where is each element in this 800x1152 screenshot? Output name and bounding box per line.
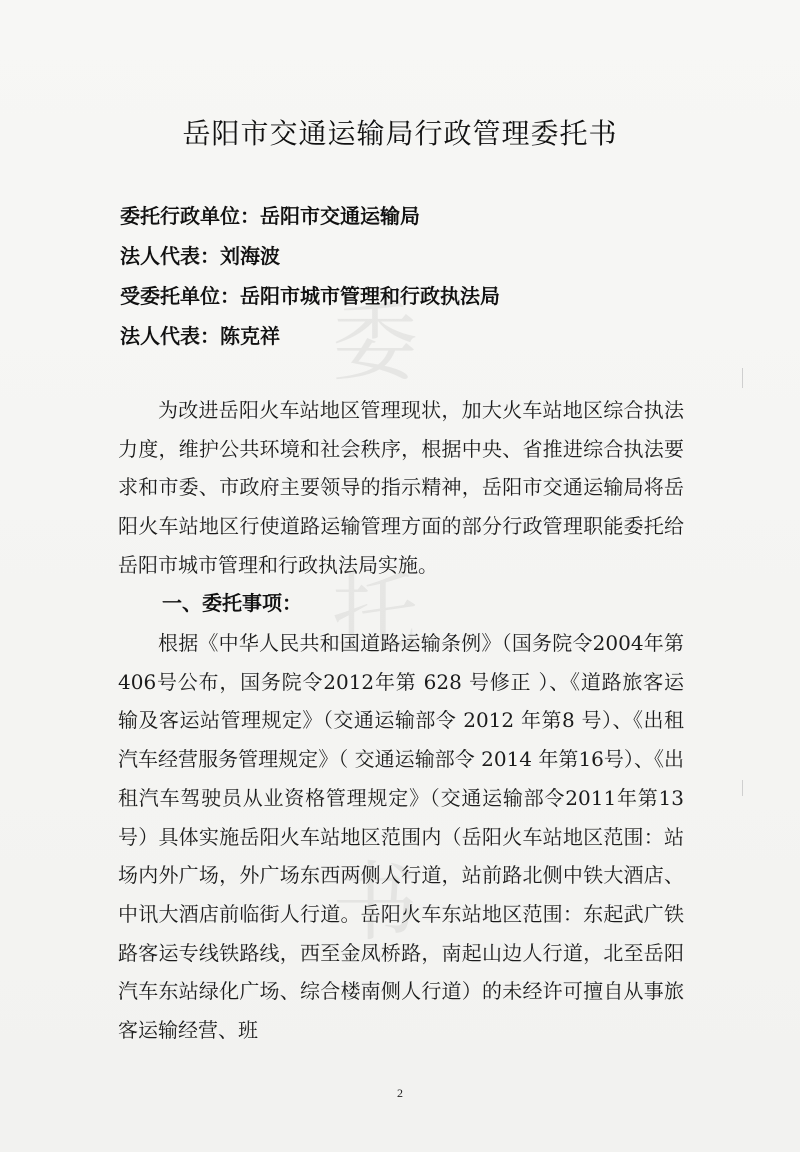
section-1-paragraph: 根据《中华人民共和国道路运输条例》（国务院令2004年第406号公布，国务院令2012年第 628 号修正 ）、《道路旅客运输及客运站管理规定》（交通运输部令 2012 年第8 号）、《出租汽车经营服务管理规定》（ 交通运输部令 2014 年第16号）、《出租汽车驾驶员从业资格管理规定》（交通运输部令2011年第13号）具体实施岳阳火车站地区范围内（岳阳火车站地区范围：站场内外广场，外广场东西两侧人行道，站前路北侧中铁大酒店、中讯大酒店前临街人行道。岳阳火车东站地区范围：东起武广铁路客运专线铁路线，西至金凤桥路，南起山边人行道，北至岳阳汽车东站绿化广场、综合楼南侧人行道）的未经许可擅自从事旅客运输经营、班 [118,631,684,1043]
section-1-heading: 一、委托事项： [162,591,302,615]
entrusted-unit-line: 受委托单位：岳阳市城市管理和行政执法局 [120,284,500,308]
intro-paragraph: 为改进岳阳火车站地区管理现状，加大火车站地区综合执法力度，维护公共环境和社会秩序，根据中央、省推进综合执法要求和市委、市政府主要领导的指示精神，岳阳市交通运输局将岳阳火车站地区行使道路运输管理方面的部分行政管理职能委托给岳阳市城市管理和行政执法局实施。 [118,398,684,577]
scan-mark [742,368,743,388]
section-1-paragraph-block [118,624,684,1050]
intro-paragraph-block [118,391,684,585]
page-number: 2 [397,1086,403,1100]
document-title: 岳阳市交通运输局行政管理委托书 [182,117,618,150]
entrusted-legal-rep-line: 法人代表：陈克祥 [120,324,280,348]
entrusting-unit-line: 委托行政单位：岳阳市交通运输局 [120,204,420,228]
seal-watermark: 书 [332,853,418,953]
entrusting-legal-rep-line: 法人代表：刘海波 [120,244,280,268]
seal-watermark: 委 [332,293,418,393]
scan-mark [742,780,743,796]
seal-watermark: 托 [332,563,418,663]
